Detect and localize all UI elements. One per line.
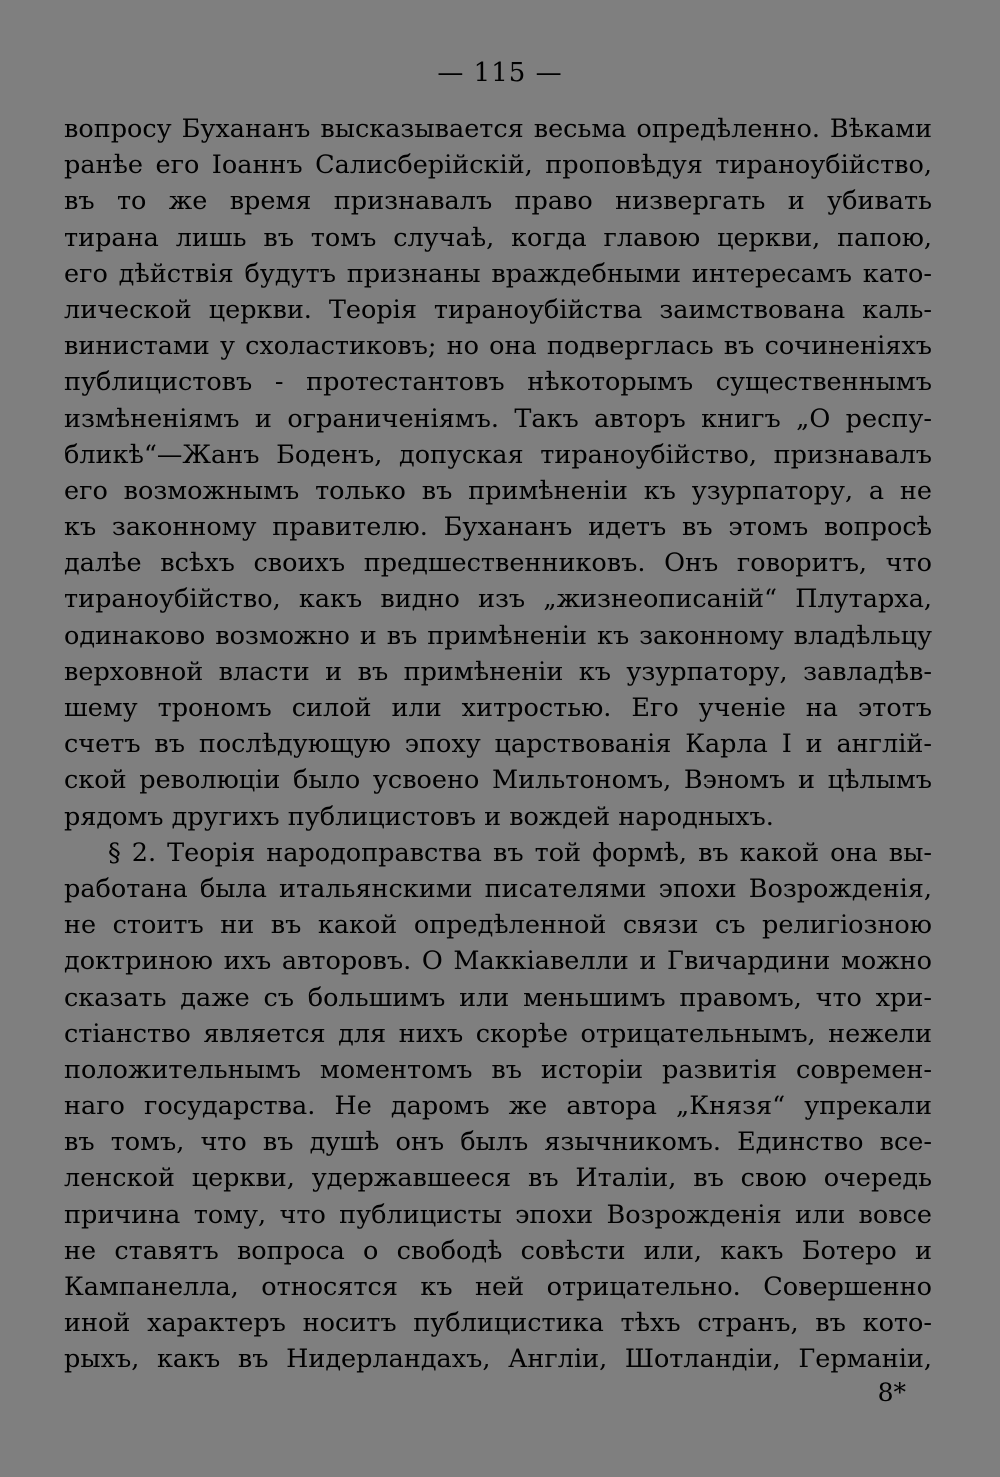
page-number: — 115 —	[437, 58, 563, 88]
text-line: счетъ въ послѣдующую эпоху царствованія Карла I и англій-	[64, 729, 932, 760]
text-line: рядомъ другихъ публицистовъ и вождей народныхъ.	[64, 801, 774, 832]
text-line: наго государства. Не даромъ же автора „Князя“ упрекали	[64, 1091, 932, 1122]
text-line: его возможнымъ только въ примѣненіи къ узурпатору, а не	[64, 475, 932, 506]
text-line: шему трономъ силой или хитростью. Его ученіе на этотъ	[64, 693, 932, 723]
text-line: ранѣе его Іоаннъ Салисберійскій, проповѣдуя тираноубійство,	[64, 150, 932, 181]
text-line: вопросу Бухананъ высказывается весьма опредѣленно. Вѣками	[64, 114, 932, 144]
text-line: лической церкви. Теорія тираноубійства заимствована каль-	[64, 294, 932, 325]
text-line: къ законному правителю. Бухананъ идетъ въ этомъ вопросѣ	[64, 512, 932, 543]
text-line: измѣненіямъ и ограниченіямъ. Такъ авторъ книгъ „О респу-	[64, 403, 932, 434]
text-line: стіанство является для нихъ скорѣе отрицательнымъ, нежели	[64, 1018, 932, 1049]
text-line: публицистовъ - протестантовъ нѣкоторымъ существеннымъ	[64, 367, 932, 398]
text-line: далѣе всѣхъ своихъ предшественниковъ. Онъ говоритъ, что	[64, 548, 932, 579]
text-line: работана была итальянскими писателями эпохи Возрожденія,	[64, 873, 932, 904]
text-line: въ то же время признавалъ право низвергать и убивать	[64, 186, 932, 217]
text-line: ской революціи было усвоено Мильтономъ, Вэномъ и цѣлымъ	[64, 765, 932, 796]
text-line: въ томъ, что въ душѣ онъ былъ язычникомъ. Единство все-	[64, 1127, 932, 1158]
text-line: верховной власти и въ примѣненіи къ узурпатору, завладѣв-	[64, 656, 932, 687]
text-line: сказать даже съ большимъ или меньшимъ правомъ, что хри-	[64, 982, 932, 1013]
text-line: не ставятъ вопроса о свободѣ совѣсти или, какъ Ботеро и	[64, 1235, 932, 1266]
text-line: положительнымъ моментомъ въ исторіи развитія современ-	[64, 1054, 932, 1085]
text-line: винистами у схоластиковъ; но она подверглась въ сочиненіяхъ	[64, 331, 932, 362]
text-line: доктриною ихъ авторовъ. О Маккіавелли и Гвичардини можно	[64, 946, 932, 977]
text-line: не стоитъ ни въ какой опредѣленной связи съ религіозною	[64, 910, 932, 941]
text-line: тираноубійство, какъ видно изъ „жизнеописаній“ Плутарха,	[64, 584, 932, 615]
text-line: ленской церкви, удержавшееся въ Италіи, въ свою очередь	[64, 1163, 932, 1194]
body-text	[64, 111, 932, 1378]
text-line: одинаково возможно и въ примѣненіи къ законному владѣльцу	[64, 620, 932, 651]
text-line: его дѣйствія будутъ признаны враждебными интересамъ като-	[64, 258, 932, 289]
text-line: рыхъ, какъ въ Нидерландахъ, Англіи, Шотландіи, Германіи,	[64, 1344, 932, 1375]
text-line: причина тому, что публицисты эпохи Возрожденія или вовсе	[64, 1199, 932, 1230]
text-line: Кампанелла, относятся къ ней отрицательно. Совершенно	[64, 1272, 932, 1302]
text-line: иной характеръ носитъ публицистика тѣхъ странъ, въ кото-	[64, 1308, 932, 1339]
section-start-line: § 2. Теорія народоправства въ той формѣ, въ какой она вы-	[108, 837, 932, 868]
text-line: бликѣ“—Жанъ Боденъ, допуская тираноубійство, признавалъ	[64, 439, 932, 470]
text-line: тирана лишь въ томъ случаѣ, когда главою церкви, папою,	[64, 222, 932, 253]
signature-mark: 8*	[877, 1378, 906, 1407]
